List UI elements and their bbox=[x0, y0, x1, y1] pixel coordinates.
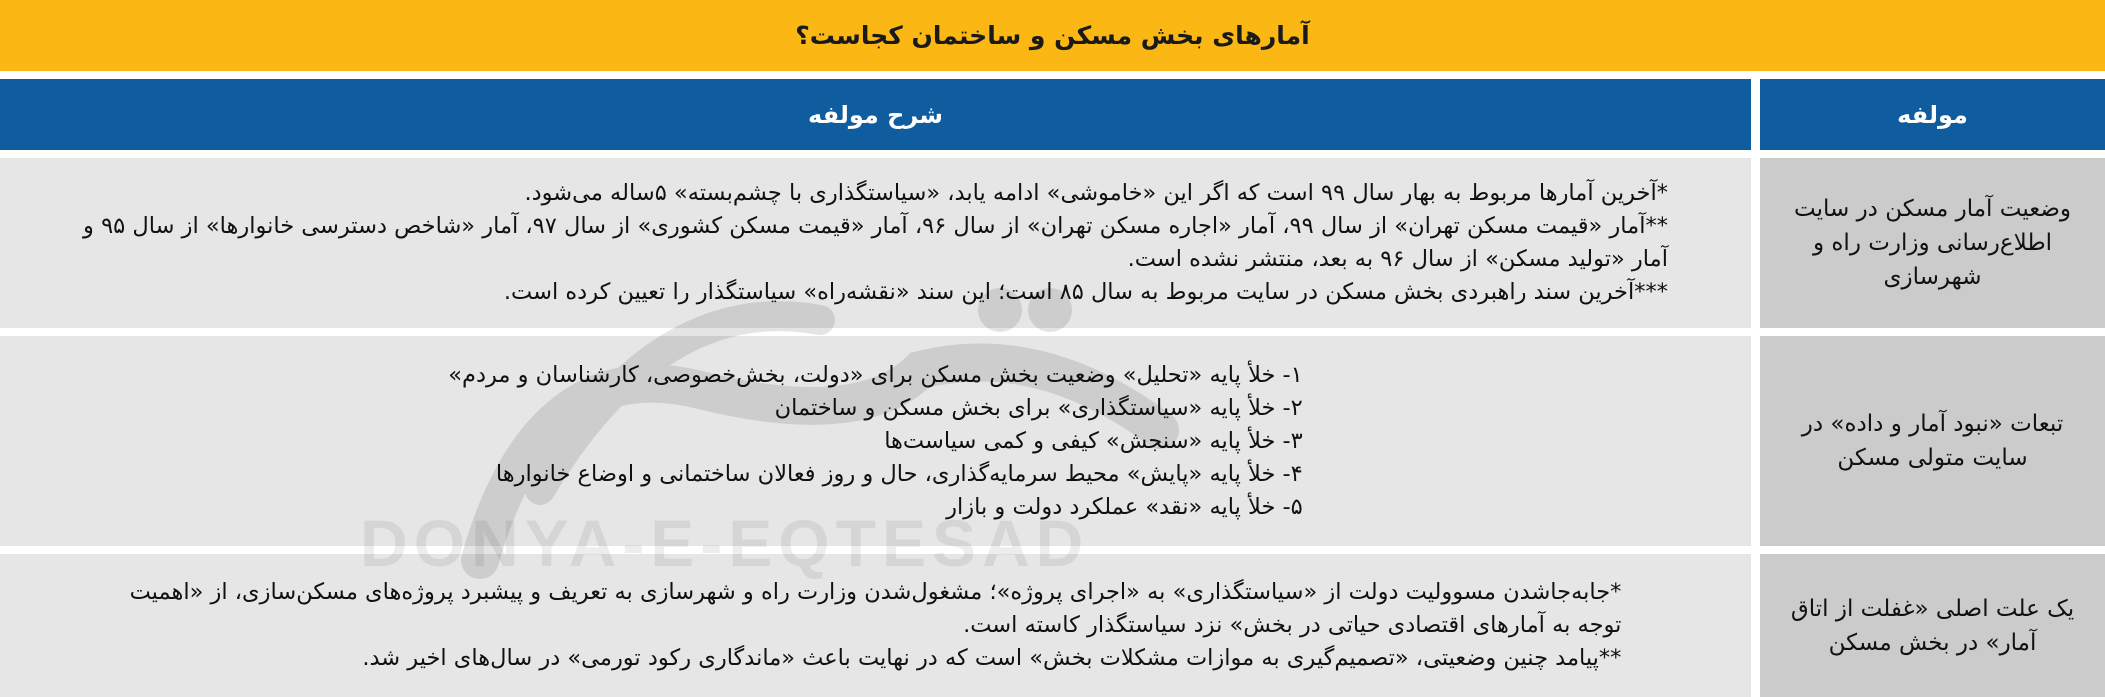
description-line: توجه به آمارهای اقتصادی حیاتی در بخش» نزد سیاستگذار کاسته است. bbox=[963, 612, 1622, 638]
description-line: ۲- خلأ پایه «سیاستگذاری» برای بخش مسکن و ساختمان bbox=[774, 394, 1303, 421]
description-line: *آخرین آمارها مربوط به بهار سال ۹۹ است که اگر این «خاموشی» ادامه یابد، «سیاستگذاری با چشم‌بسته» ۵ساله می‌شود. bbox=[524, 180, 1668, 206]
row-label: یک علت اصلی «غفلت از اتاق آمار» در بخش مسکن bbox=[1760, 554, 2105, 697]
watermark-text: DONYA-E-EQTESAD bbox=[360, 506, 1090, 580]
description-line: **پیامد چنین وضعیتی، «تصمیم‌گیری به موازات مشکلات بخش» است که در نهایت باعث «ماندگاری رکود تورمی» در سال‌های اخیر شد. bbox=[362, 645, 1622, 671]
row-label: وضعیت آمار مسکن در سایت اطلاع‌رسانی وزارت راه و شهرسازی bbox=[1760, 158, 2105, 328]
description-line: آمار «تولید مسکن» از سال ۹۶ به بعد، منتشر نشده است. bbox=[1127, 246, 1668, 272]
row-label: تبعات «نبود آمار و داده» در سایت متولی مسکن bbox=[1760, 336, 2105, 546]
description-line: **آمار «قیمت مسکن تهران» از سال ۹۹، آمار «اجاره مسکن تهران» از سال ۹۶، آمار «قیمت مسکن کشوری» از سال ۹۷، آمار «شاخص دسترسی خانوارها» از سال ۹۵ و bbox=[83, 213, 1668, 239]
table-row bbox=[0, 158, 2105, 328]
header-description: شرح مولفه bbox=[0, 79, 1751, 150]
title-bar bbox=[0, 0, 2105, 71]
row-description bbox=[0, 158, 1751, 328]
description-line: ۳- خلأ پایه «سنجش» کیفی و کمی سیاست‌ها bbox=[884, 427, 1303, 454]
description-line: ***آخرین سند راهبردی بخش مسکن در سایت مربوط به سال ۸۵ است؛ این سند «نقشه‌راه» سیاستگذار را تعیین کرده است. bbox=[503, 279, 1668, 305]
description-line: ۵- خلأ پایه «نقد» عملکرد دولت و بازار bbox=[946, 493, 1303, 520]
header-component: مولفه bbox=[1760, 79, 2105, 150]
description-line: ۴- خلأ پایه «پایش» محیط سرمایه‌گذاری، حال و روز فعالان ساختمانی و اوضاع خانوارها bbox=[495, 460, 1303, 487]
description-line: ۱- خلأ پایه «تحلیل» وضعیت بخش مسکن برای «دولت، بخش‌خصوصی، کارشناسان و مردم» bbox=[448, 361, 1303, 388]
page-title: آمارهای بخش مسکن و ساختمان کجاست؟ bbox=[795, 21, 1310, 50]
table-header-row bbox=[0, 79, 2105, 150]
description-line: *جابه‌جاشدن مسوولیت دولت از «سیاستگذاری» به «اجرای پروژه»؛ مشغول‌شدن وزارت راه و شهرسازی به تعریف و پیشبرد پروژه‌های مسکن‌سازی، از «اهمیت bbox=[129, 579, 1622, 605]
